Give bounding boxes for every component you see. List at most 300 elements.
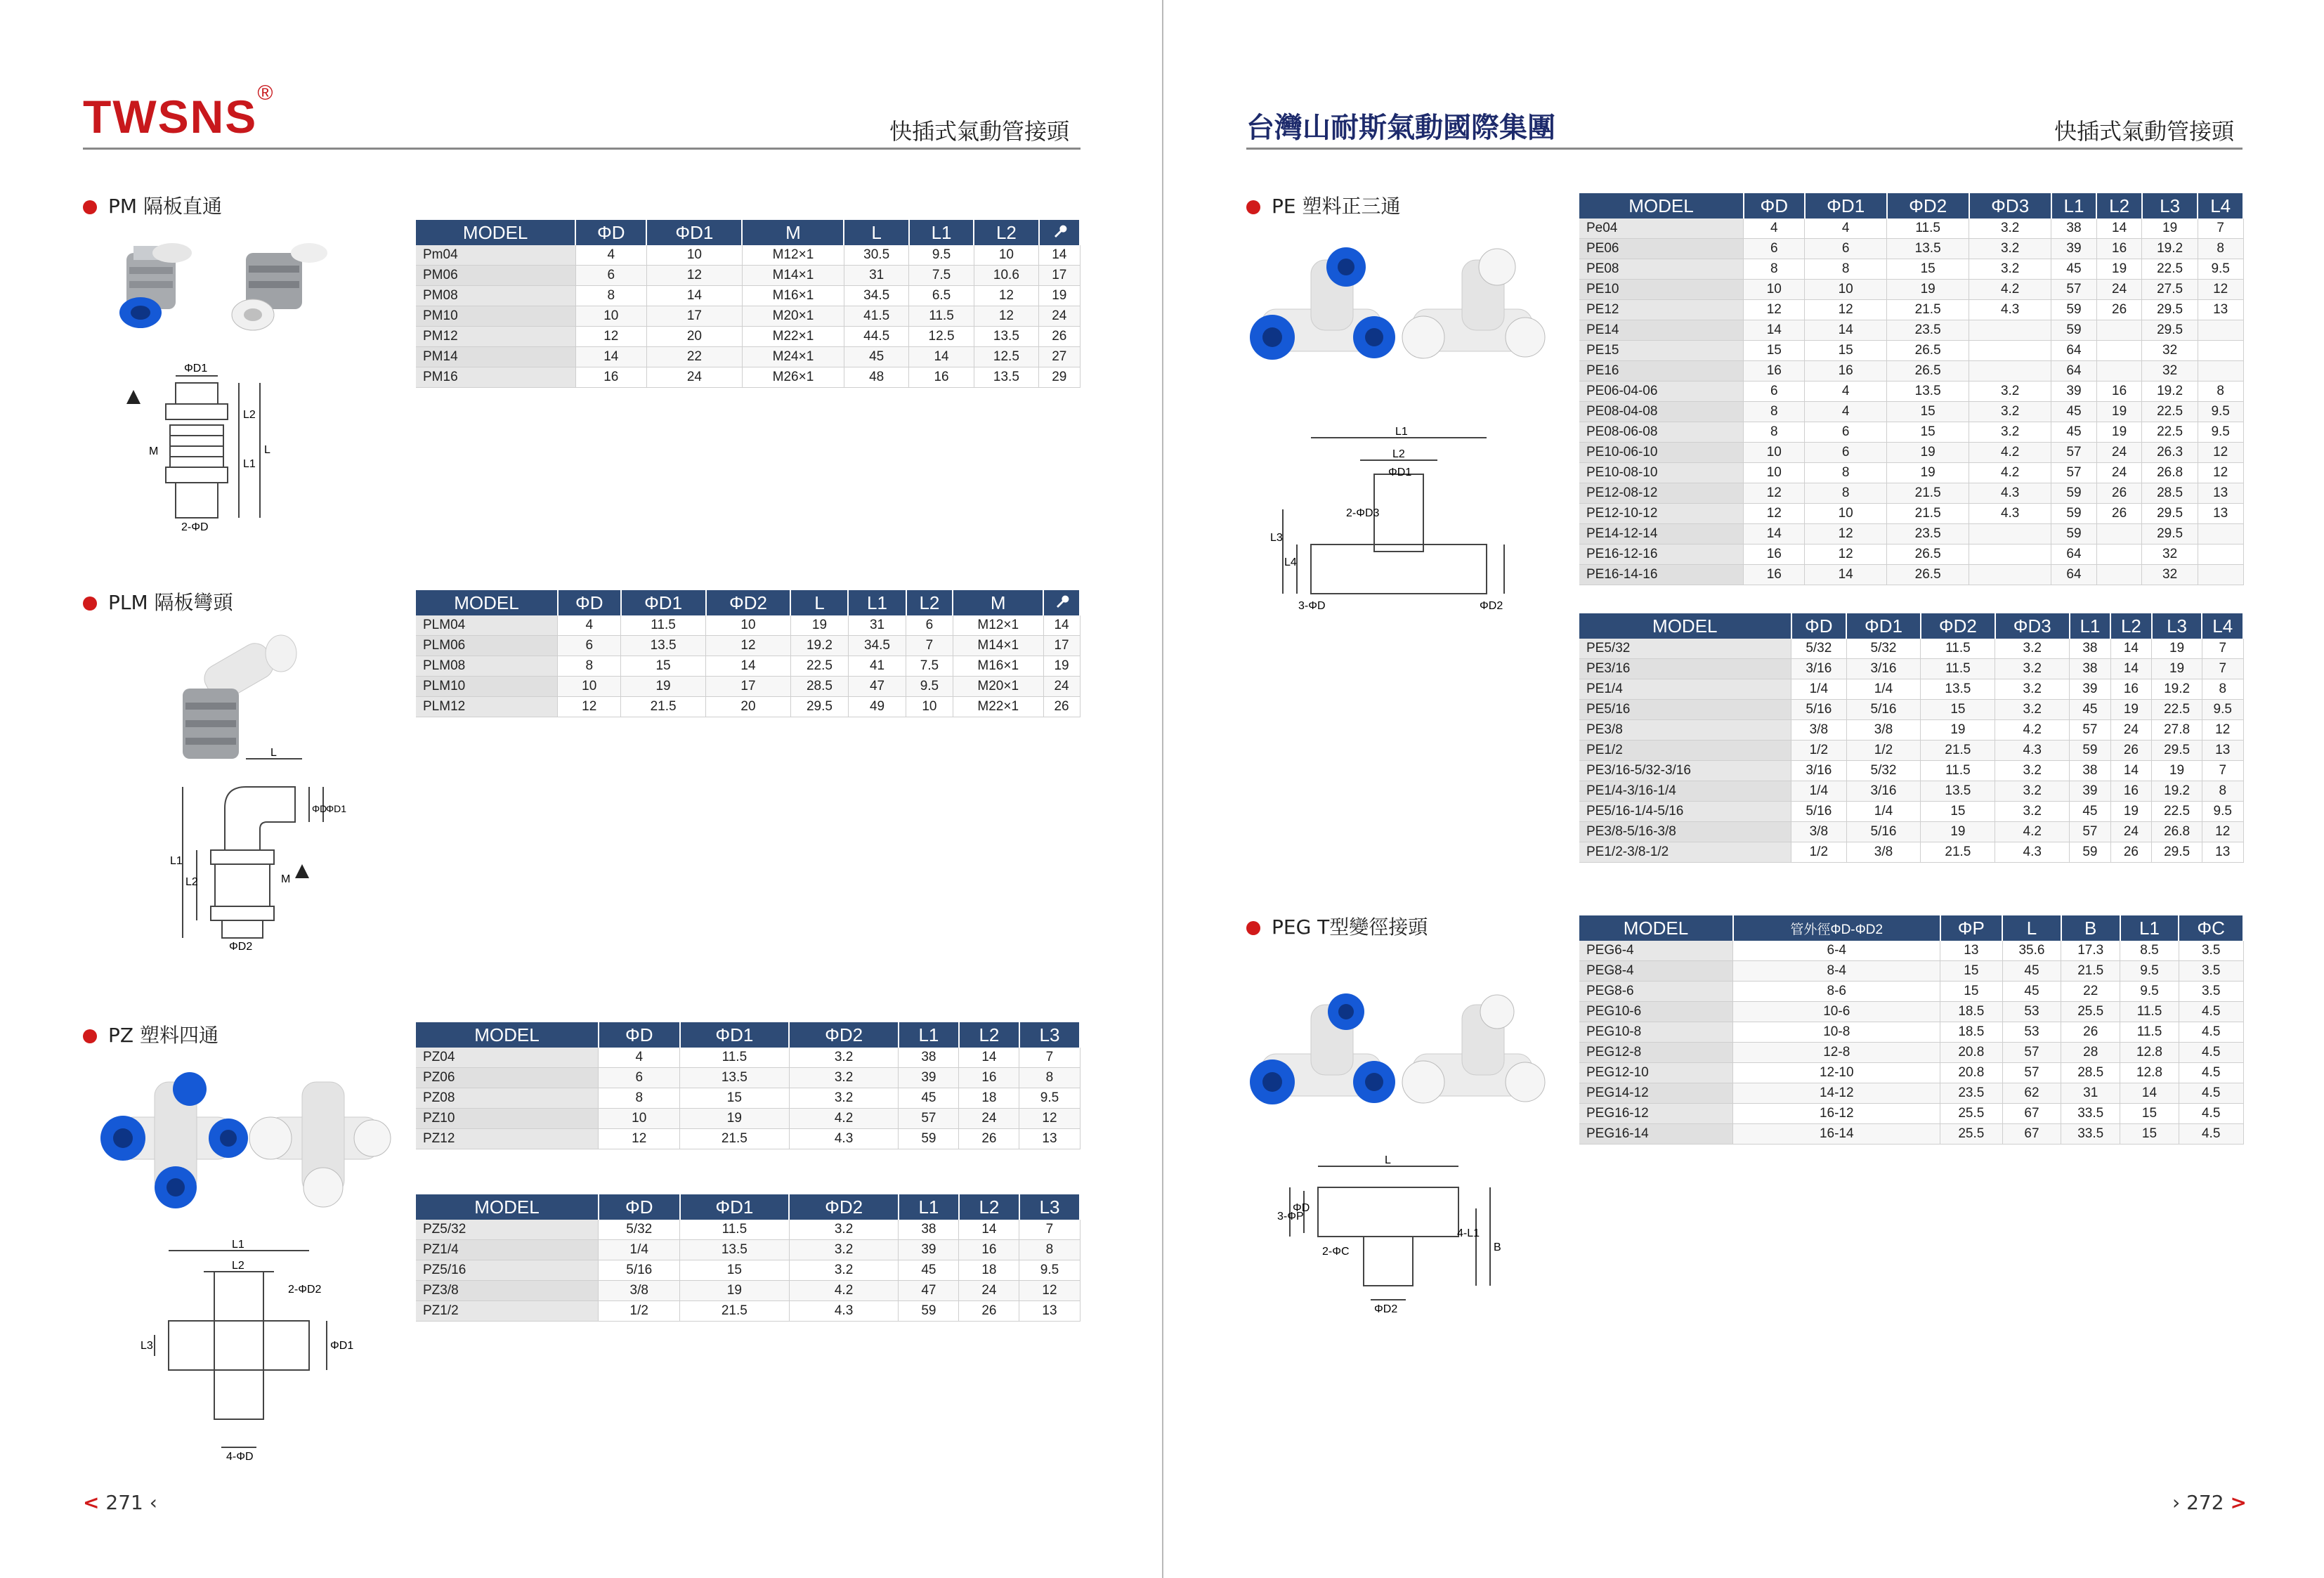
column-header: L1: [899, 1022, 959, 1048]
model-cell: PM10: [416, 306, 575, 327]
svg-text:L1: L1: [170, 855, 183, 867]
value-cell: 16: [1805, 361, 1887, 382]
value-cell: 4: [558, 615, 621, 636]
table-row: [1579, 1104, 2243, 1124]
value-cell: 57: [2051, 280, 2097, 300]
model-cell: PZ3/8: [416, 1281, 599, 1301]
model-cell: PE3/8-5/16-3/8: [1579, 822, 1791, 842]
svg-text:L: L: [264, 444, 270, 456]
value-cell: 16: [959, 1240, 1019, 1260]
value-cell: 8: [2198, 239, 2243, 259]
value-cell: 38: [899, 1048, 959, 1068]
value-cell: 19: [2110, 700, 2151, 720]
value-cell: 16: [1744, 545, 1805, 565]
model-cell: PM16: [416, 367, 575, 388]
value-cell: 19: [2152, 639, 2202, 659]
value-cell: 26.5: [1887, 361, 1969, 382]
value-cell: 15: [1887, 422, 1969, 443]
column-header: MODEL: [416, 1022, 599, 1048]
header-divider-right-2: [1999, 148, 2243, 150]
value-cell: 12.5: [909, 327, 974, 347]
model-cell: PE5/16: [1579, 700, 1791, 720]
value-cell: 3.2: [789, 1088, 899, 1109]
table-row: [1579, 1063, 2243, 1083]
value-cell: 13: [2202, 741, 2243, 761]
value-cell: 24: [2110, 720, 2151, 741]
value-cell: 4.5: [2179, 1043, 2243, 1063]
value-cell: 48: [844, 367, 908, 388]
value-cell: 67: [2002, 1104, 2061, 1124]
value-cell: 3.2: [1995, 761, 2070, 781]
value-cell: 5/16: [1791, 802, 1847, 822]
value-cell: 21.5: [1921, 741, 1995, 761]
value-cell: 27.5: [2142, 280, 2198, 300]
column-header: ΦD2: [789, 1194, 899, 1220]
model-cell: PM08: [416, 286, 575, 306]
value-cell: 4.3: [789, 1129, 899, 1149]
column-header: L3: [1019, 1022, 1080, 1048]
header-divider: [83, 148, 1081, 150]
value-cell: 16: [2110, 679, 2151, 700]
value-cell: 26: [959, 1129, 1019, 1149]
value-cell: 10: [706, 615, 791, 636]
value-cell: 15: [1744, 341, 1805, 361]
model-cell: PZ06: [416, 1068, 599, 1088]
value-cell: 6: [599, 1068, 680, 1088]
column-header: L2: [2110, 613, 2151, 639]
column-header: ΦC: [2179, 915, 2243, 941]
value-cell: [1969, 341, 2051, 361]
value-cell: 12: [1019, 1281, 1080, 1301]
value-cell: 7.5: [906, 656, 953, 677]
value-cell: 19: [1887, 443, 1969, 463]
pe-inch-spec-table: [1579, 613, 2244, 863]
value-cell: 38: [899, 1220, 959, 1240]
value-cell: 6: [906, 615, 953, 636]
value-cell: [1969, 361, 2051, 382]
value-cell: 12: [2202, 720, 2243, 741]
value-cell: 32: [2142, 361, 2198, 382]
model-cell: PEG14-12: [1579, 1083, 1733, 1104]
value-cell: 13: [2198, 483, 2243, 504]
svg-text:4-ΦD: 4-ΦD: [226, 1451, 254, 1463]
value-cell: 16: [909, 367, 974, 388]
value-cell: 39: [899, 1068, 959, 1088]
value-cell: 26: [2110, 842, 2151, 863]
value-cell: 12: [1744, 483, 1805, 504]
value-cell: [2198, 341, 2243, 361]
value-cell: 47: [848, 677, 906, 697]
table-row: [1579, 1083, 2243, 1104]
svg-text:ΦD1: ΦD1: [1388, 467, 1412, 478]
value-cell: 10: [1744, 443, 1805, 463]
value-cell: 13.5: [680, 1240, 790, 1260]
column-header: L: [844, 220, 908, 245]
model-cell: PE14: [1579, 320, 1744, 341]
value-cell: 3.2: [1995, 802, 2070, 822]
value-cell: 5/32: [1791, 639, 1847, 659]
value-cell: M26×1: [742, 367, 844, 388]
value-cell: 21.5: [1887, 483, 1969, 504]
value-cell: M14×1: [953, 636, 1043, 656]
value-cell: 25.5: [2061, 1002, 2120, 1022]
value-cell: 24: [2096, 280, 2142, 300]
value-cell: 10: [974, 245, 1038, 266]
column-header: ΦD: [599, 1022, 680, 1048]
value-cell: 45: [899, 1088, 959, 1109]
value-cell: 3.2: [1969, 422, 2051, 443]
model-cell: PE10-08-10: [1579, 463, 1744, 483]
model-cell: PE3/8: [1579, 720, 1791, 741]
value-cell: 28: [2061, 1043, 2120, 1063]
value-cell: 14: [1805, 320, 1887, 341]
model-cell: PE10-06-10: [1579, 443, 1744, 463]
svg-text:2-ΦD2: 2-ΦD2: [288, 1284, 322, 1296]
value-cell: 64: [2051, 361, 2097, 382]
value-cell: 26: [2096, 504, 2142, 524]
pe-inch-table-header: [1579, 613, 2243, 639]
svg-text:ΦD: ΦD: [1293, 1202, 1310, 1214]
value-cell: 15: [680, 1260, 790, 1281]
table-row: [1579, 239, 2243, 259]
column-header: L4: [2202, 613, 2243, 639]
value-cell: 12: [1805, 300, 1887, 320]
value-cell: 12: [974, 286, 1038, 306]
bullet-icon: [1246, 200, 1260, 214]
value-cell: 29.5: [2142, 300, 2198, 320]
table-row: [1579, 941, 2243, 961]
pe-spec-table: [1579, 193, 2244, 585]
pe-fitting-blue: [1250, 247, 1395, 360]
value-cell: 30.5: [844, 245, 908, 266]
model-cell: PM06: [416, 266, 575, 286]
value-cell: 19: [680, 1109, 790, 1129]
column-header: ΦD3: [1995, 613, 2070, 639]
value-cell: 7: [2202, 761, 2243, 781]
value-cell: 5/16: [1791, 700, 1847, 720]
value-cell: 8: [2198, 382, 2243, 402]
value-cell: 29.5: [2152, 842, 2202, 863]
value-cell: 1/2: [599, 1301, 680, 1322]
table-row: [416, 245, 1080, 266]
value-cell: 7: [1019, 1048, 1080, 1068]
value-cell: 14: [1039, 245, 1080, 266]
value-cell: 13.5: [1921, 781, 1995, 802]
value-cell: 15: [680, 1088, 790, 1109]
value-cell: 14: [2110, 761, 2151, 781]
value-cell: 1/4: [1791, 781, 1847, 802]
value-cell: 21.5: [680, 1301, 790, 1322]
value-cell: 33.5: [2061, 1104, 2120, 1124]
value-cell: 59: [2070, 842, 2110, 863]
value-cell: 19: [1887, 463, 1969, 483]
value-cell: 26.8: [2152, 822, 2202, 842]
value-cell: 31: [2061, 1083, 2120, 1104]
value-cell: 9.5: [1019, 1260, 1080, 1281]
model-cell: PLM10: [416, 677, 558, 697]
svg-text:ΦD: ΦD: [312, 803, 327, 814]
pz-dimension-drawing: [126, 1237, 358, 1461]
table-row: [1579, 1043, 2243, 1063]
column-header: L2: [906, 590, 953, 615]
peg-product-photo: [1248, 984, 1557, 1138]
pe-fitting-white: [1402, 249, 1545, 358]
table-row: [1579, 1022, 2243, 1043]
value-cell: 8: [1744, 402, 1805, 422]
svg-text:L2: L2: [232, 1260, 244, 1272]
value-cell: 8: [1019, 1240, 1080, 1260]
model-cell: PM14: [416, 347, 575, 367]
value-cell: [2096, 565, 2142, 585]
value-cell: [2096, 524, 2142, 545]
value-cell: 19: [1039, 286, 1080, 306]
value-cell: 19.2: [2152, 679, 2202, 700]
table-row: [416, 1088, 1080, 1109]
value-cell: 17: [1039, 266, 1080, 286]
value-cell: 4: [1744, 219, 1805, 239]
value-cell: 14: [1744, 524, 1805, 545]
column-header: L1: [2120, 915, 2179, 941]
value-cell: 10: [906, 697, 953, 717]
value-cell: 45: [2051, 259, 2097, 280]
table-row: [416, 1129, 1080, 1149]
section-title-pe: PE 塑料正三通: [1246, 191, 1400, 219]
value-cell: 4.2: [1995, 720, 2070, 741]
value-cell: [2198, 320, 2243, 341]
value-cell: [2198, 565, 2243, 585]
pe-dimension-drawing: [1269, 425, 1522, 615]
value-cell: 12: [599, 1129, 680, 1149]
value-cell: 39: [2051, 239, 2097, 259]
svg-text:ΦD2: ΦD2: [229, 941, 253, 953]
value-cell: 22.5: [2142, 259, 2198, 280]
value-cell: 12: [558, 697, 621, 717]
pe-table-body: [1579, 219, 2243, 585]
pz-inch-table-body: [416, 1220, 1080, 1322]
value-cell: 11.5: [1887, 219, 1969, 239]
svg-text:M: M: [149, 445, 159, 457]
table-row: [1579, 219, 2243, 239]
wrench-icon: [1039, 220, 1080, 245]
value-cell: 1/2: [1846, 741, 1921, 761]
value-cell: 45: [2002, 982, 2061, 1002]
value-cell: 34.5: [844, 286, 908, 306]
value-cell: 9.5: [2202, 700, 2243, 720]
column-header: B: [2061, 915, 2120, 941]
value-cell: 26: [1039, 327, 1080, 347]
value-cell: 45: [2070, 802, 2110, 822]
table-row: [416, 1281, 1080, 1301]
value-cell: 15: [1940, 961, 2002, 982]
peg-fitting-blue: [1250, 993, 1395, 1104]
value-cell: 62: [2002, 1083, 2061, 1104]
model-cell: PEG10-6: [1579, 1002, 1733, 1022]
value-cell: 64: [2051, 565, 2097, 585]
value-cell: 24: [2110, 822, 2151, 842]
table-row: [1579, 1124, 2243, 1145]
value-cell: 28.5: [790, 677, 848, 697]
value-cell: 10-6: [1733, 1002, 1940, 1022]
model-cell: PEG8-4: [1579, 961, 1733, 982]
value-cell: 6: [1805, 239, 1887, 259]
value-cell: 22.5: [2142, 422, 2198, 443]
table-row: [416, 677, 1080, 697]
value-cell: 7: [1019, 1220, 1080, 1240]
value-cell: 9.5: [1019, 1088, 1080, 1109]
pz-spec-table: [416, 1022, 1081, 1149]
value-cell: 7: [2198, 219, 2243, 239]
table-row: [416, 367, 1080, 388]
table-row: [1579, 679, 2243, 700]
model-cell: PE3/16: [1579, 659, 1791, 679]
svg-text:L2: L2: [243, 409, 256, 421]
value-cell: 3/16: [1791, 659, 1847, 679]
value-cell: 3.5: [2179, 941, 2243, 961]
wrench-icon: [1043, 590, 1080, 615]
column-header: ΦD: [575, 220, 646, 245]
company-name: 台灣山耐斯氣動國際集團: [1246, 111, 1555, 144]
table-row: [1579, 300, 2243, 320]
value-cell: 14: [706, 656, 791, 677]
column-header: L: [2002, 915, 2061, 941]
table-row: [1579, 341, 2243, 361]
value-cell: 19: [2142, 219, 2198, 239]
pz-product-photo: [91, 1068, 407, 1208]
value-cell: 59: [2051, 300, 2097, 320]
value-cell: 16: [2096, 239, 2142, 259]
value-cell: M20×1: [953, 677, 1043, 697]
column-header: L1: [899, 1194, 959, 1220]
value-cell: 45: [899, 1260, 959, 1281]
column-header: MODEL: [416, 220, 575, 245]
model-cell: PZ1/4: [416, 1240, 599, 1260]
value-cell: 45: [2002, 961, 2061, 982]
value-cell: 3.2: [1969, 402, 2051, 422]
value-cell: 10: [1744, 463, 1805, 483]
value-cell: 12: [2198, 463, 2243, 483]
wrench-icon: [126, 390, 141, 404]
table-row: [1579, 842, 2243, 863]
model-cell: PE5/16-1/4-5/16: [1579, 802, 1791, 822]
value-cell: 8-4: [1733, 961, 1940, 982]
model-cell: PZ10: [416, 1109, 599, 1129]
value-cell: 4.2: [1995, 822, 2070, 842]
value-cell: 45: [2051, 422, 2097, 443]
value-cell: 16-12: [1733, 1104, 1940, 1124]
value-cell: 10: [558, 677, 621, 697]
value-cell: 25.5: [1940, 1104, 2002, 1124]
value-cell: 38: [2070, 761, 2110, 781]
value-cell: 24: [2096, 443, 2142, 463]
value-cell: 15: [2120, 1104, 2179, 1124]
value-cell: 29.5: [790, 697, 848, 717]
model-cell: PE16-14-16: [1579, 565, 1744, 585]
svg-text:2-ΦD: 2-ΦD: [181, 521, 209, 533]
value-cell: 22.5: [2152, 802, 2202, 822]
value-cell: 1/4: [1846, 802, 1921, 822]
model-cell: PE12-08-12: [1579, 483, 1744, 504]
value-cell: 12.5: [974, 347, 1038, 367]
value-cell: M12×1: [742, 245, 844, 266]
value-cell: 39: [2070, 679, 2110, 700]
value-cell: 64: [2051, 341, 2097, 361]
value-cell: 26: [959, 1301, 1019, 1322]
value-cell: 12: [1744, 300, 1805, 320]
value-cell: 10: [646, 245, 742, 266]
page-number-right: › 272 >: [2172, 1491, 2247, 1514]
value-cell: 4.5: [2179, 1063, 2243, 1083]
plm-table-body: [416, 615, 1080, 717]
value-cell: 17: [1043, 636, 1080, 656]
pz-fitting-white: [249, 1082, 391, 1207]
value-cell: 11.5: [1921, 761, 1995, 781]
model-cell: PE1/2: [1579, 741, 1791, 761]
brand-logo: TWSNS®: [83, 81, 275, 143]
column-header: L2: [959, 1022, 1019, 1048]
value-cell: 49: [848, 697, 906, 717]
value-cell: 6: [575, 266, 646, 286]
value-cell: 12: [974, 306, 1038, 327]
value-cell: 20.8: [1940, 1043, 2002, 1063]
pm-table-header: [416, 220, 1080, 245]
table-row: [1579, 822, 2243, 842]
value-cell: 19: [1043, 656, 1080, 677]
model-cell: PE16: [1579, 361, 1744, 382]
value-cell: 67: [2002, 1124, 2061, 1145]
value-cell: 12: [2198, 280, 2243, 300]
value-cell: 59: [899, 1129, 959, 1149]
value-cell: 14: [959, 1048, 1019, 1068]
value-cell: 15: [1887, 402, 1969, 422]
value-cell: 19.2: [2152, 781, 2202, 802]
value-cell: 7.5: [909, 266, 974, 286]
value-cell: 21.5: [1887, 300, 1969, 320]
value-cell: 57: [2002, 1043, 2061, 1063]
table-row: [1579, 259, 2243, 280]
value-cell: 29.5: [2152, 741, 2202, 761]
model-cell: PE08-06-08: [1579, 422, 1744, 443]
value-cell: 19.2: [790, 636, 848, 656]
value-cell: 16: [2110, 781, 2151, 802]
value-cell: 19: [2096, 259, 2142, 280]
model-cell: PE12-10-12: [1579, 504, 1744, 524]
value-cell: 12: [1805, 524, 1887, 545]
value-cell: 13.5: [1921, 679, 1995, 700]
model-cell: PE06-04-06: [1579, 382, 1744, 402]
value-cell: 57: [2070, 720, 2110, 741]
value-cell: 19: [2152, 761, 2202, 781]
value-cell: 10-8: [1733, 1022, 1940, 1043]
table-row: [1579, 463, 2243, 483]
table-row: [1579, 802, 2243, 822]
value-cell: 10: [599, 1109, 680, 1129]
value-cell: 4.3: [1995, 842, 2070, 863]
value-cell: 13: [1019, 1301, 1080, 1322]
model-cell: PLM06: [416, 636, 558, 656]
value-cell: 57: [2002, 1063, 2061, 1083]
value-cell: 8: [1744, 259, 1805, 280]
value-cell: 3.2: [789, 1068, 899, 1088]
pm-fitting-blue: [119, 243, 192, 328]
value-cell: 19: [680, 1281, 790, 1301]
value-cell: 22: [2061, 982, 2120, 1002]
column-header: ΦD2: [1921, 613, 1995, 639]
pz-inch-table-header: [416, 1194, 1080, 1220]
value-cell: 19: [790, 615, 848, 636]
value-cell: 8: [1019, 1068, 1080, 1088]
table-row: [1579, 524, 2243, 545]
value-cell: [2096, 545, 2142, 565]
